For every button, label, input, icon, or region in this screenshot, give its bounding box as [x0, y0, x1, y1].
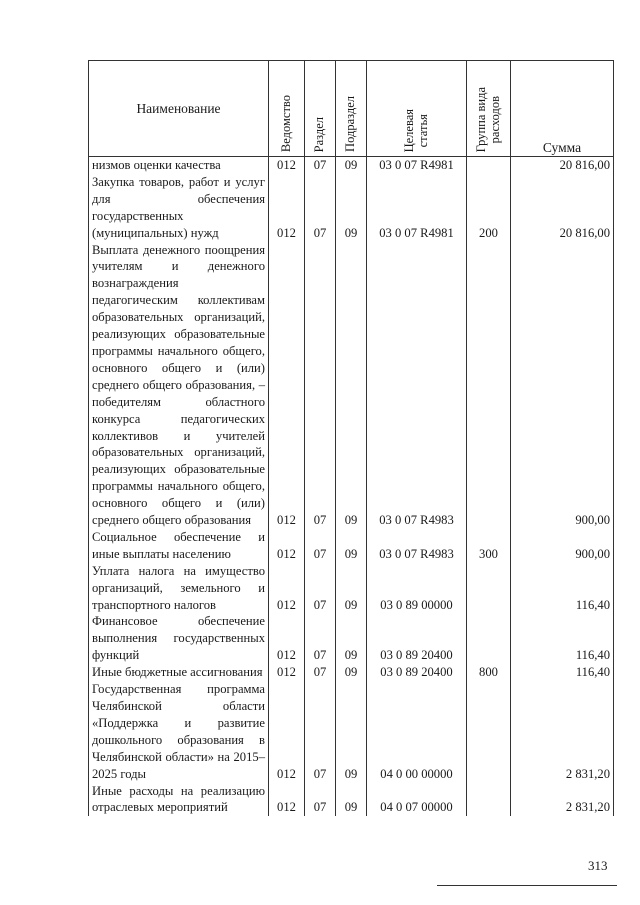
row-subsection: 09	[336, 664, 367, 681]
row-dept: 012	[269, 664, 305, 681]
row-name: Закупка товаров, работ и услуг для обеспечения государственных (муниципальных) нужд	[89, 174, 269, 242]
row-sum: 2 831,20	[511, 783, 614, 817]
row-name: Иные бюджетные ассигнования	[89, 664, 269, 681]
row-sum: 20 816,00	[511, 157, 614, 174]
header-section: Раздел	[305, 61, 336, 157]
row-article: 03 0 07 R4981	[367, 157, 467, 174]
header-subsection: Подраздел	[336, 61, 367, 157]
row-sum: 116,40	[511, 613, 614, 664]
row-section: 07	[305, 783, 336, 817]
header-name: Наименование	[89, 61, 269, 157]
header-target-article: Целевая статья	[367, 61, 467, 157]
row-dept: 012	[269, 681, 305, 782]
row-article: 03 0 89 20400	[367, 664, 467, 681]
row-name: Уплата налога на имущество организаций, земельного и транспортного налогов	[89, 563, 269, 614]
row-subsection: 09	[336, 174, 367, 242]
row-dept: 012	[269, 613, 305, 664]
row-section: 07	[305, 157, 336, 174]
row-subsection: 09	[336, 242, 367, 529]
row-subsection: 09	[336, 529, 367, 563]
row-subsection: 09	[336, 157, 367, 174]
table-header	[89, 61, 614, 157]
row-dept: 012	[269, 242, 305, 529]
row-group: 300	[467, 529, 511, 563]
row-article: 03 0 07 R4983	[367, 242, 467, 529]
row-article: 04 0 00 00000	[367, 681, 467, 782]
row-article: 03 0 07 R4981	[367, 174, 467, 242]
table-row	[89, 242, 614, 529]
table-row	[89, 613, 614, 664]
row-group: 800	[467, 664, 511, 681]
row-group: 200	[467, 174, 511, 242]
row-name: Социальное обеспечение и иные выплаты населению	[89, 529, 269, 563]
header-department: Ведомство	[269, 61, 305, 157]
row-name: Финансовое обеспечение выполнения государственных функций	[89, 613, 269, 664]
row-sum: 2 831,20	[511, 681, 614, 782]
row-group	[467, 681, 511, 782]
table-row	[89, 664, 614, 681]
row-subsection: 09	[336, 563, 367, 614]
row-section: 07	[305, 529, 336, 563]
table-row	[89, 681, 614, 782]
row-group	[467, 157, 511, 174]
table-row	[89, 174, 614, 242]
table-row	[89, 783, 614, 817]
row-name: Иные расходы на реализацию отраслевых мероприятий	[89, 783, 269, 817]
table-row	[89, 157, 614, 174]
budget-table	[88, 60, 614, 816]
row-dept: 012	[269, 563, 305, 614]
table-row	[89, 529, 614, 563]
row-group	[467, 242, 511, 529]
row-article: 04 0 07 00000	[367, 783, 467, 817]
row-group	[467, 563, 511, 614]
row-sum: 900,00	[511, 529, 614, 563]
row-dept: 012	[269, 529, 305, 563]
row-group	[467, 783, 511, 817]
row-sum: 116,40	[511, 664, 614, 681]
row-group	[467, 613, 511, 664]
row-dept: 012	[269, 783, 305, 817]
footer-rule	[437, 885, 617, 886]
row-sum: 116,40	[511, 563, 614, 614]
row-name: Государственная программа Челябинской области «Поддержка и развитие дошкольного образования в Челябинской области» на 2015–2025 годы	[89, 681, 269, 782]
row-sum: 20 816,00	[511, 174, 614, 242]
row-subsection: 09	[336, 681, 367, 782]
row-dept: 012	[269, 157, 305, 174]
row-name: низмов оценки качества	[89, 157, 269, 174]
header-sum: Сумма	[511, 61, 614, 157]
row-article: 03 0 89 00000	[367, 563, 467, 614]
header-expense-group: Группа вида расходов	[467, 61, 511, 157]
row-section: 07	[305, 174, 336, 242]
row-article: 03 0 89 20400	[367, 613, 467, 664]
row-subsection: 09	[336, 783, 367, 817]
row-section: 07	[305, 681, 336, 782]
row-section: 07	[305, 613, 336, 664]
row-article: 03 0 07 R4983	[367, 529, 467, 563]
row-section: 07	[305, 563, 336, 614]
row-name: Выплата денежного поощрения учителям и денежного вознаграждения педагогическим коллективам образовательных организаций, реализующих образовательные программы начального общего, основного общего и (или) среднего общего образования, – победителям областного конкурса педагогических коллективов и учителей образовательных организаций, реализующих образовательные программы начального общего, основного общего и (или) среднего общего образования	[89, 242, 269, 529]
page-number: 313	[588, 858, 608, 873]
row-subsection: 09	[336, 613, 367, 664]
table-row	[89, 563, 614, 614]
row-sum: 900,00	[511, 242, 614, 529]
row-dept: 012	[269, 174, 305, 242]
row-section: 07	[305, 664, 336, 681]
row-section: 07	[305, 242, 336, 529]
